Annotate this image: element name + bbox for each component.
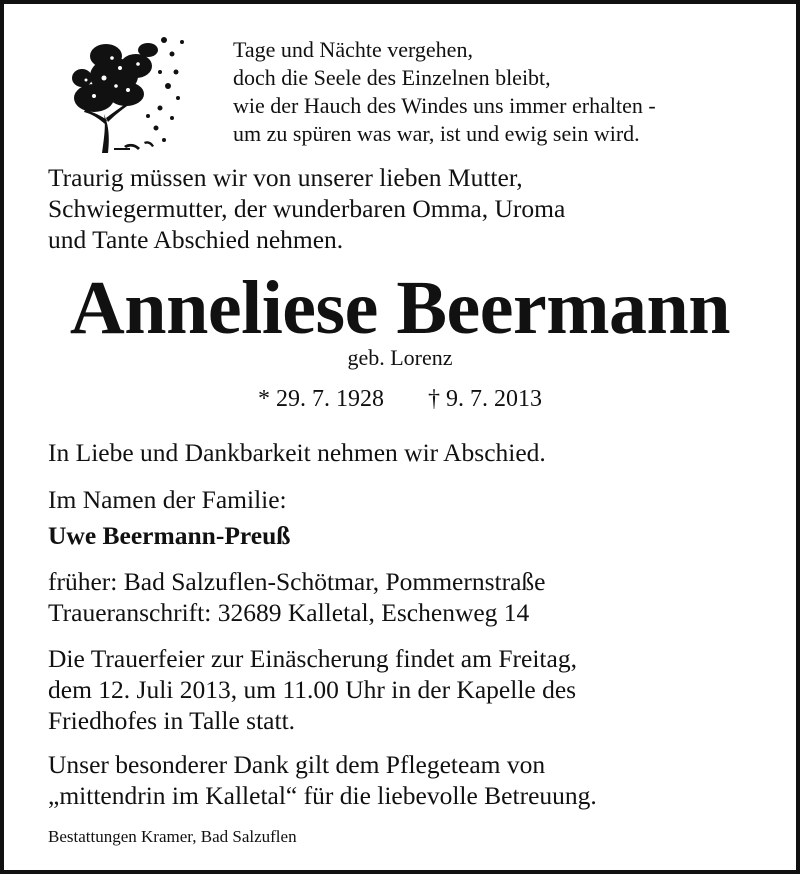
thanks-line: „mittendrin im Kalletal“ für die liebevolle Betreuung. xyxy=(48,781,597,810)
windblown-tree-icon xyxy=(64,28,194,158)
signer-name: Uwe Beermann-Preuß xyxy=(48,521,291,550)
intro-line: Schwiegermutter, der wunderbaren Omma, Uroma xyxy=(48,194,566,223)
poem-line: Tage und Nächte vergehen, xyxy=(233,37,473,62)
family-intro: Im Namen der Familie: xyxy=(48,485,287,514)
poem-line: doch die Seele des Einzelnen bleibt, xyxy=(233,65,551,90)
poem xyxy=(233,36,656,148)
birth-date: * 29. 7. 1928 xyxy=(258,386,384,412)
address-line: Traueranschrift: 32689 Kalletal, Eschenweg 14 xyxy=(48,598,530,627)
intro-line: Traurig müssen wir von unserer lieben Mutter, xyxy=(48,163,523,192)
undertaker-credit: Bestattungen Kramer, Bad Salzuflen xyxy=(48,827,297,846)
life-dates xyxy=(4,384,796,414)
ceremony-line: Friedhofes in Talle statt. xyxy=(48,706,296,735)
ceremony-line: Die Trauerfeier zur Einäscherung findet am Freitag, xyxy=(48,644,577,673)
poem-line: um zu spüren was war, ist und ewig sein wird. xyxy=(233,121,640,146)
address-line: früher: Bad Salzuflen-Schötmar, Pommernstraße xyxy=(48,567,546,596)
ceremony-line: dem 12. Juli 2013, um 11.00 Uhr in der Kapelle des xyxy=(48,675,577,704)
thanks-line: Unser besonderer Dank gilt dem Pflegeteam von xyxy=(48,750,546,779)
intro-line: und Tante Abschied nehmen. xyxy=(48,225,344,254)
thanks-text xyxy=(48,749,597,811)
intro-text xyxy=(48,162,565,255)
death-date: † 9. 7. 2013 xyxy=(428,386,542,412)
address-block xyxy=(48,566,546,628)
deceased-name: Anneliese Beermann xyxy=(69,266,731,350)
ceremony-info xyxy=(48,643,577,736)
poem-line: wie der Hauch des Windes uns immer erhalten - xyxy=(233,93,656,118)
maiden-name: geb. Lorenz xyxy=(347,345,453,370)
farewell-text: In Liebe und Dankbarkeit nehmen wir Abschied. xyxy=(48,438,546,467)
